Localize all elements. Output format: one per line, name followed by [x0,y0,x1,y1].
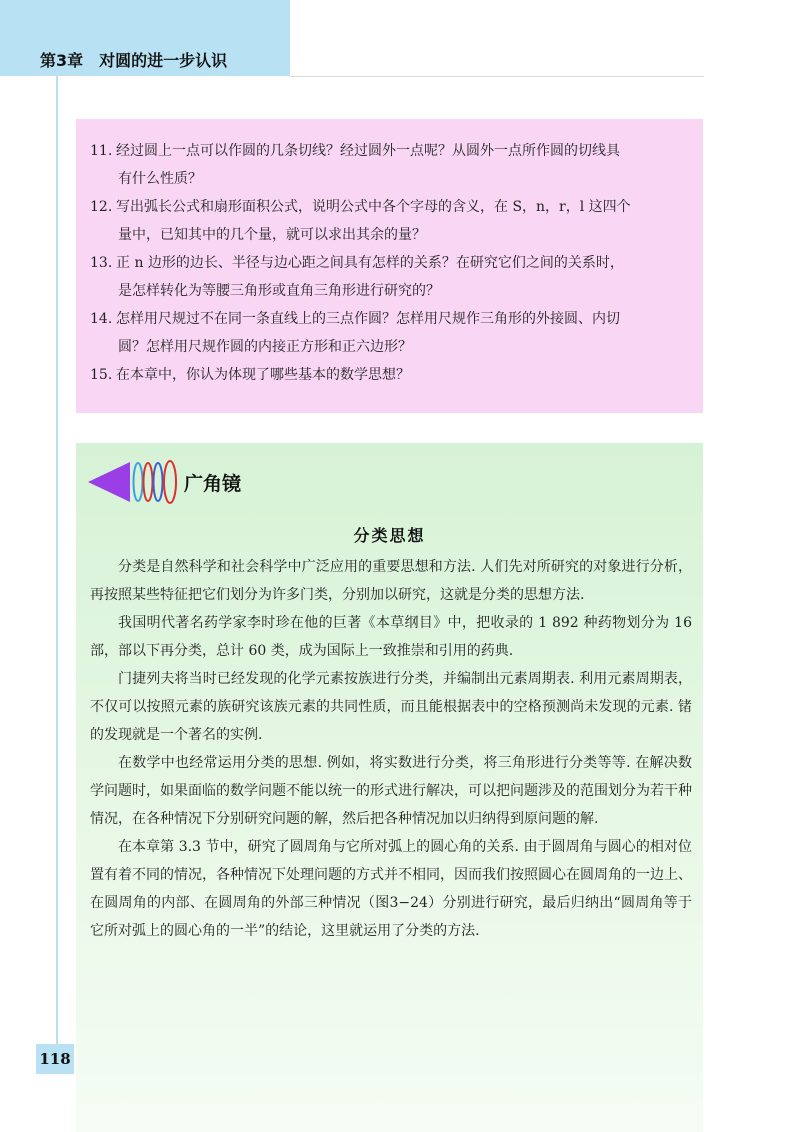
lens-ring-4 [164,461,176,503]
paragraph: 在本章第 3.3 节中，研究了圆周角与它所对弧上的圆心角的关系. 由于圆周角与圆心的相对位置有着不同的情况，各种情况下处理问题的方式并不相同，因而我们按照圆心在圆周角的一边上、在圆周角的内部、在圆周角的外部三种情况（图3−24）分别进行研究，最后归纳出“圆周角等于它所对弧上的圆心角的一半”的结论，这里就运用了分类的方法. [90,839,692,939]
chapter-header [0,0,290,76]
paragraph: 分类是自然科学和社会科学中广泛应用的重要思想和方法. 人们先对所研究的对象进行分析，再按照某些特征把它们划分为许多门类，分别加以研究，这就是分类的思想方法. [90,559,692,603]
review-questions-box [76,119,703,413]
question-15: 15. 在本章中，你认为体现了哪些基本的数学思想？ [90,367,410,383]
sidebar-body [90,553,692,945]
question-12: 12. 写出弧长公式和扇形面积公式，说明公式中各个字母的含义，在 S，n，r，l 这四个 量中，已知其中的几个量，就可以求出其余的量？ [90,199,631,243]
wide-angle-lens-icon [86,459,180,505]
question-13: 13. 正 n 边形的边长、半径与边心距之间具有怎样的关系？在研究它们之间的关系时， 是怎样转化为等腰三角形或直角三角形进行研究的？ [90,255,624,299]
lens-ring-2 [144,463,153,501]
question-14: 14. 怎样用尺规过不在同一条直线上的三点作圆？怎样用尺规作三角形的外接圆、内切 圆？怎样用尺规作圆的内接正方形和正六边形？ [90,311,620,355]
section-title: 分类思想 [353,526,426,545]
lens-ring-3 [154,463,163,501]
wide-angle-sidebar [76,443,703,1132]
sidebar-title: 广角镜 [184,473,242,495]
margin-line [56,76,58,1046]
paragraph: 门捷列夫将当时已经发现的化学元素按族进行分类，并编制出元素周期表. 利用元素周期表，不仅可以按照元素的族研究该族元素的共同性质，而且能根据表中的空格预测尚未发现的元素. 锗的发现就是一个著名的实例. [90,671,692,743]
lens-ring-1 [134,463,143,501]
paragraph: 在数学中也经常运用分类的思想. 例如，将实数进行分类，将三角形进行分类等等. 在解决数学问题时，如果面临的数学问题不能以统一的形式进行解决，可以把问题涉及的范围划分为若干种情况，在各种情况下分别研究问题的解，然后把各种情况加以归纳得到原问题的解. [90,755,692,827]
question-11: 11. 经过圆上一点可以作圆的几条切线？经过圆外一点呢？从圆外一点所作圆的切线具 有什么性质？ [90,143,620,187]
header-rule [290,76,704,77]
page-number: 118 [36,1044,74,1074]
chapter-title: 第3章 对圆的进一步认识 [40,51,228,70]
lens-triangle-shape [88,462,130,502]
paragraph: 我国明代著名药学家李时珍在他的巨著《本草纲目》中，把收录的 1 892 种药物划分为 16 部，部以下再分类，总计 60 类，成为国际上一致推崇和引用的药典. [90,615,692,659]
